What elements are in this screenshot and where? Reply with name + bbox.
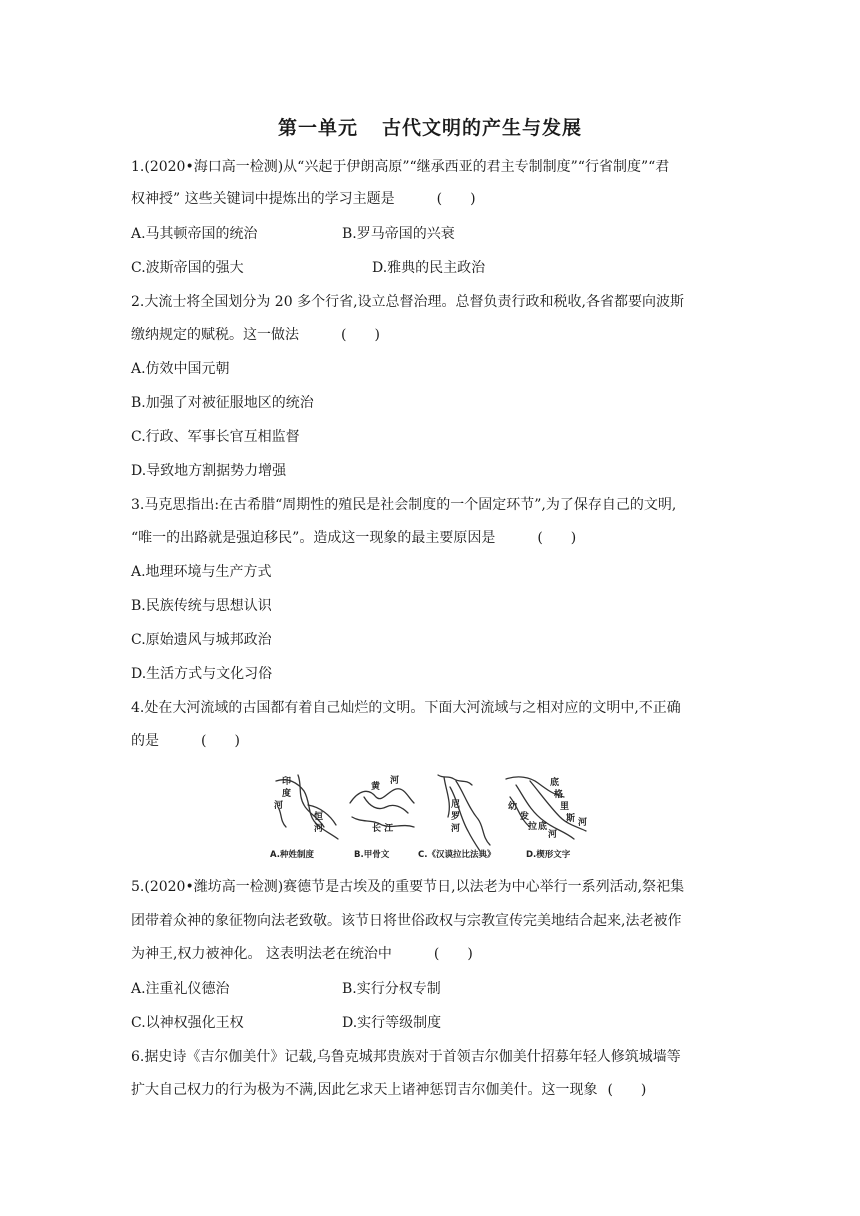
answer-blank: ( ): [607, 1082, 647, 1098]
question-1-option-d: D.雅典的民主政治: [372, 260, 486, 276]
question-3-option-b: B.民族传统与思想认识: [131, 598, 272, 614]
question-4-line-1: 4.处在大河流域的古国都有着自己灿烂的文明。下面大河流域与之相对应的文明中,不正确: [131, 700, 681, 716]
answer-blank: ( ): [537, 530, 577, 546]
map-a-label-5: 河: [314, 824, 324, 834]
map-a-label-1: 印: [282, 777, 292, 787]
map-d-label-7: 格: [554, 790, 564, 800]
question-2-line-1: 2.大流士将全国划分为 20 多个行省,设立总督治理。总督负责行政和税收,各省都要向波斯: [131, 294, 684, 310]
map-d-label-1: 幼: [508, 802, 518, 812]
map-c-label-1: 尼: [451, 800, 461, 810]
map-a-label-3: 河: [274, 801, 284, 811]
map-b-label-1: 黄: [371, 782, 381, 792]
question-1-option-c: C.波斯帝国的强大: [131, 260, 244, 276]
map-d-label-10: 河: [578, 818, 588, 828]
map-b-huanghe-changjiang: [350, 789, 414, 827]
question-5-option-b: B.实行分权专制: [342, 981, 441, 997]
map-a-label-2: 度: [282, 789, 292, 799]
map-c-label-2: 罗: [451, 812, 461, 822]
map-c-label-3: 河: [451, 824, 461, 834]
unit-name: 古代文明的产生与发展: [382, 117, 583, 139]
question-5-option-c: C.以神权强化王权: [131, 1015, 244, 1031]
map-d-label-2: 发: [520, 812, 530, 822]
question-3-line-2: “唯一的出路就是强迫移民”。造成这一现象的最主要原因是 ( ): [131, 530, 577, 546]
question-1-option-b: B.罗马帝国的兴衰: [342, 226, 455, 242]
answer-blank: ( ): [201, 733, 240, 749]
question-5-option-d: D.实行等级制度: [342, 1015, 442, 1031]
question-2-option-d: D.导致地方割据势力增强: [131, 463, 287, 479]
map-d-label-3: 拉: [528, 822, 538, 832]
question-1-option-a: A.马其顿帝国的统治: [131, 226, 258, 242]
question-1-line-1: 1.(2020•海口高一检测)从“兴起于伊朗高原”“继承西亚的君主专制制度”“行省制度”“君: [131, 159, 670, 175]
answer-blank: ( ): [433, 946, 473, 962]
question-3-option-d: D.生活方式与文化习俗: [131, 666, 273, 682]
question-2-option-b: B.加强了对被征服地区的统治: [131, 395, 314, 411]
question-4-line-2: 的是 ( ): [131, 733, 240, 749]
map-d-label-4: 底: [538, 822, 548, 832]
question-1-line-2: 权神授” 这些关键词中提炼出的学习主题是 ( ): [131, 191, 476, 207]
answer-blank: ( ): [341, 327, 380, 343]
question-2-option-c: C.行政、军事长官互相监督: [131, 429, 300, 445]
question-5-line-1: 5.(2020•潍坊高一检测)赛德节是古埃及的重要节日,以法老为中心举行一系列活动,祭祀集: [131, 879, 685, 895]
answer-blank: ( ): [436, 191, 476, 207]
question-3-option-a: A.地理环境与生产方式: [131, 564, 272, 580]
map-d-label-9: 斯: [566, 814, 576, 824]
unit-title: [0, 113, 860, 140]
map-b-label-2: 河: [390, 776, 400, 786]
map-d-caption: D.楔形文字: [526, 850, 571, 860]
map-d-label-6: 底: [550, 778, 560, 788]
question-5-line-2: 团带着众神的象征物向法老致敬。该节日将世俗政权与宗教宣传完美地结合起来,法老被作: [131, 913, 682, 929]
map-b-label-3: 长 江: [372, 824, 394, 834]
map-b-caption: B.甲骨文: [354, 850, 390, 860]
question-3-line-1: 3.马克思指出:在古希腊“周期性的殖民是社会制度的一个固定环节”,为了保存自己的文明,: [131, 497, 677, 513]
question-2-line-2: 缴纳规定的赋税。这一做法 ( ): [131, 327, 380, 343]
map-d-label-5: 河: [548, 830, 558, 840]
question-6-line-1: 6.据史诗《吉尔伽美什》记载,乌鲁克城邦贵族对于首领吉尔伽美什招募年轻人修筑城墙等: [131, 1049, 681, 1065]
map-c-caption: C.《汉谟拉比法典》: [418, 850, 496, 860]
map-a-label-4: 恒: [314, 812, 324, 822]
map-d-label-8: 里: [560, 802, 570, 812]
map-c-nile: [438, 775, 490, 851]
map-a-caption: A.种姓制度: [270, 850, 314, 860]
question-6-line-2: 扩大自己权力的行为极为不满,因此乞求天上诸神惩罚吉尔伽美什。这一现象 ( ): [131, 1082, 647, 1098]
river-civilization-maps: [268, 767, 592, 863]
unit-number: 第一单元: [277, 117, 358, 139]
question-5-line-3: 为神王,权力被神化。 这表明法老在统治中 ( ): [131, 946, 473, 962]
question-5-option-a: A.注重礼仪德治: [131, 981, 230, 997]
question-2-option-a: A.仿效中国元朝: [131, 361, 230, 377]
question-3-option-c: C.原始遗风与城邦政治: [131, 632, 272, 648]
